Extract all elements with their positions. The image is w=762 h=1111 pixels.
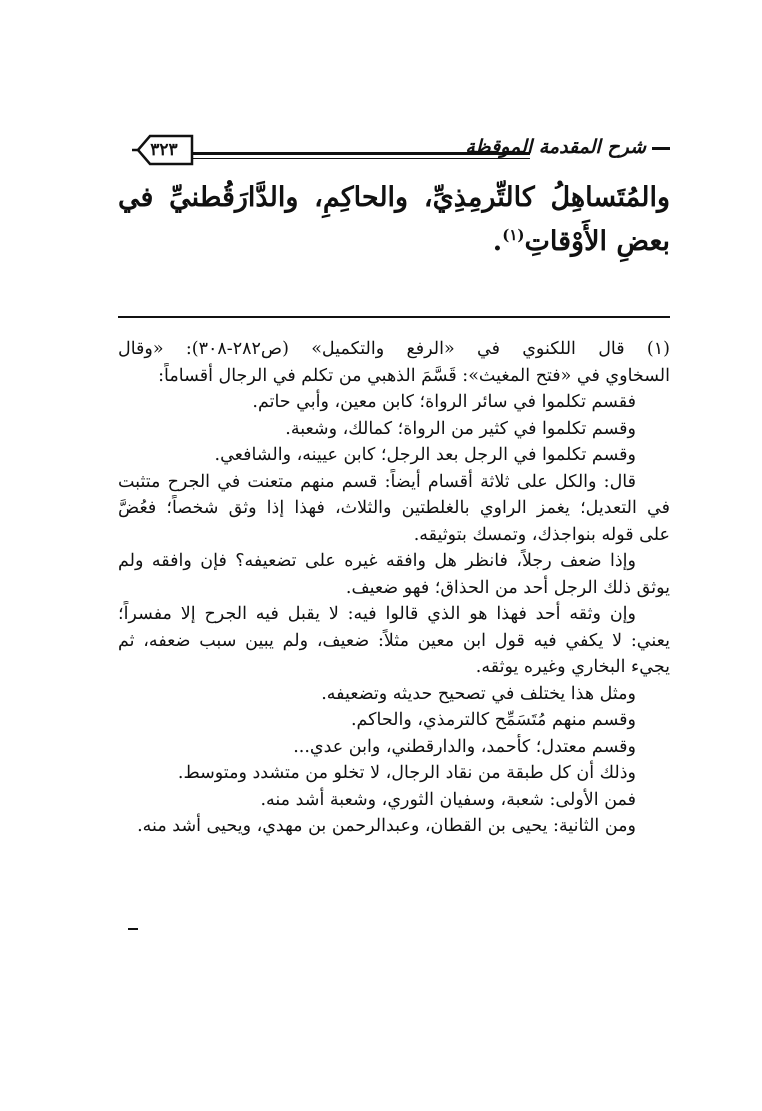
footnotes [118,336,670,840]
footnote-line: وذلك أن كل طبقة من نقاد الرجال، لا تخلو من متشدد ومتوسط. [177,763,636,783]
footnote-line: على قوله بنواجذك، وتمسك بتوثيقه. [413,524,670,545]
footnote-line: يوثق ذلك الرجل أحد من الحذاق؛ فهو ضعيف. [345,577,670,598]
footnote-line: فقسم تكلموا في سائر الرواة؛ كابن معين، وأبي حاتم. [252,392,636,412]
main-text-body: والمُتَساهِلُ كالتِّرمِذِيِّ، والحاكِمِ، والدَّارَقُطنيِّ في بعضِ الأَوْقاتِ [118,182,670,257]
footnote-line: وقسم معتدل؛ كأحمد، والدارقطني، وابن عدي... [293,736,636,757]
footnote-line: في التعديل؛ يغمز الراوي بالغلطتين والثلاث، فهذا إذا وثق شخصاً؛ فعُضَّ [118,498,670,518]
footnote-line: وقسم تكلموا في الرجل بعد الرجل؛ كابن عيينه، والشافعي. [214,445,636,465]
main-text [118,176,670,264]
running-title-text: شرح المقدمة الموقظة [465,136,646,158]
footnote-line: (١) قال اللكنوي في «الرفع والتكميل» (ص٢٨٢-٣٠٨): «وقال [118,339,670,359]
footnote-line: وقسم تكلموا في كثير من الرواة؛ كمالك، وشعبة. [285,418,636,439]
page-header [118,128,670,172]
footnote-line: يعني: لا يكفي فيه قول ابن معين مثلاً: ضعيف، ولم يبين سبب ضعفه، ثم [118,630,670,651]
title-dash [652,147,670,150]
footnote-line: وقسم منهم مُتَسَمِّح كالترمذي، والحاكم. [350,710,636,730]
footnote-line: وإن وثقه أحد فهذا هو الذي قالوا فيه: لا يقبل فيه الجرح إلا مفسراً؛ [118,604,636,624]
footnote-line: ومثل هذا يختلف في تصحيح حديثه وتضعيفه. [321,683,636,704]
footnote-line: يجيء البخاري وغيره يوثقه. [475,657,670,677]
bottom-dash [128,928,138,930]
running-title [465,136,670,158]
footnote-line: ومن الثانية: يحيى بن القطان، وعبدالرحمن بن مهدي، ويحيى أشد منه. [137,816,636,836]
footnote-line: السخاوي في «فتح المغيث»: قَسَّمَ الذهبي من تكلم في الرجال أقساماً: [158,365,670,386]
footnote-line: فمن الأولى: شعبة، وسفيان الثوري، وشعبة أشد منه. [260,789,636,810]
main-text-end: . [492,226,503,257]
footnote-separator [118,316,670,318]
footnote-line: وإذا ضعف رجلاً، فانظر هل وافقه غيره على تضعيفه؟ فإن وافقه ولم [118,551,636,571]
footnote-line: قال: والكل على ثلاثة أقسام أيضاً: قسم منهم متعنت في الجرح متثبت [118,471,636,492]
header-rule-thin [190,158,530,159]
page-number: ٣٢٣ [150,140,178,160]
page-number-badge [128,132,200,168]
footnote-reference: (١) [502,226,525,244]
